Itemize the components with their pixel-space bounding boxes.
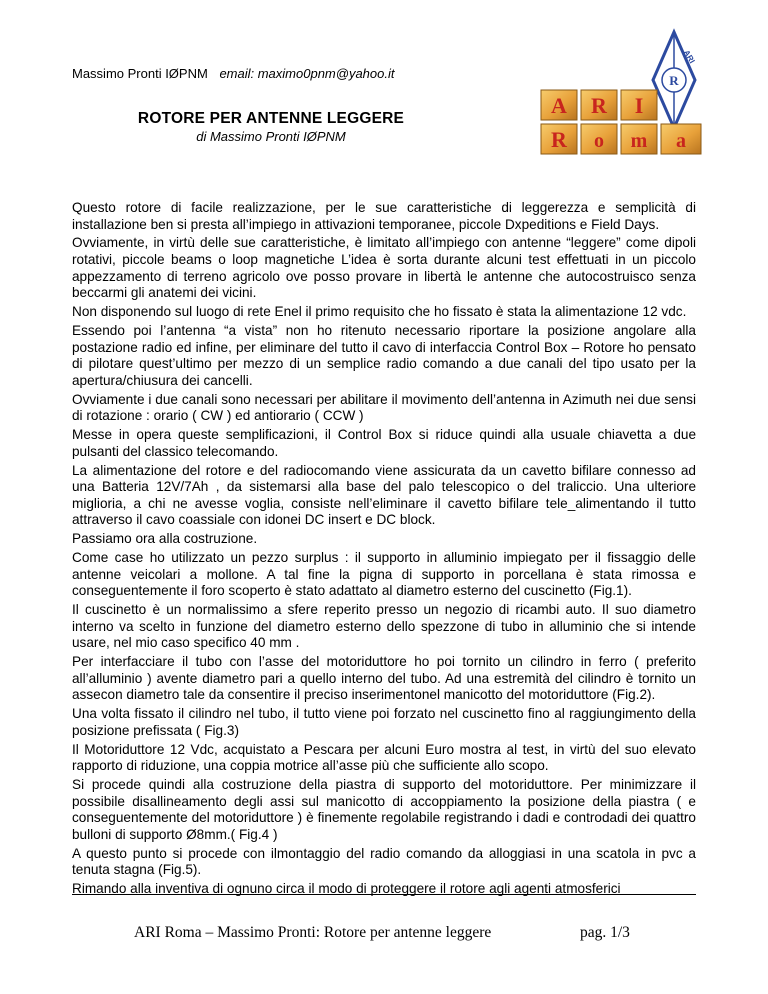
paragraph: Rimando alla inventiva di ognuno circa il modo di proteggere il rotore agli agenti atmosferici — [72, 881, 621, 897]
document-subtitle: di Massimo Pronti IØPNM — [196, 129, 346, 144]
logo-tile-i: I — [634, 93, 644, 118]
paragraph: Una volta fissato il cilindro nel tubo, il tutto viene poi forzato nel cuscinetto fino al raggiungimento della posizione prefissata ( Fig.3) — [72, 706, 696, 738]
author-name: Massimo Pronti IØPNM — [72, 66, 208, 81]
paragraph: Il cuscinetto è un normalissimo a sfere reperito presso un negozio di ricambi auto. Il suo diametro interno va scelto in funzione del diametro esterno dello spezzone di tubo in alluminio che si intende usare, nel mio caso specifico 40 mm . — [72, 602, 696, 651]
paragraph: Essendo poi l’antenna “a vista” non ho ritenuto necessario riportare la posizione angolare alla postazione radio ed infine, per eliminare del tutto il cavo di interfaccia Control Box – Rotore ho pensato di pilotare quest’ultimo per mezzo di un semplice radio comando a due canali del tipo usato per la apertura/chiusura dei cancelli. — [72, 323, 696, 388]
paragraph: Si procede quindi alla costruzione della piastra di supporto del motoriduttore. Per minimizzare il possibile disallineamento degli assi sul manicotto di accoppiamento la posizione della piastra ( e conseguentemente del motoriduttore ) è finemente regolabile registrando i dadi e controdadi dei quattro bulloni di supporto Ø8mm.( Fig.4 ) — [72, 777, 696, 842]
paragraph: Non disponendo sul luogo di rete Enel il primo requisito che ho fissato è stata la alimentazione 12 vdc. — [72, 304, 687, 320]
paragraph: A questo punto si procede con ilmontaggio del radio comando da alloggiasi in una scatola in pvc a tenuta stagna (Fig.5). — [72, 845, 696, 878]
logo-top-row — [541, 90, 657, 120]
author-email: email: maximo0pnm@yahoo.it — [219, 66, 395, 81]
paragraph: Messe in opera queste semplificazioni, il Control Box si riduce quindi alla usuale chiavetta a due pulsanti del classico telecomando. — [72, 427, 696, 459]
ari-roma-logo — [537, 28, 707, 158]
logo-tile-o: o — [594, 130, 604, 152]
logo-tile-r: R — [591, 93, 607, 118]
logo-tile-r2: R — [551, 127, 567, 152]
emblem-letters: ARI — [681, 48, 697, 65]
paragraph: Il Motoriduttore 12 Vdc, acquistato a Pescara per alcuni Euro mostra al test, in virtù del suo elevato rapporto di riduzione, una coppia motrice all’asse più che sufficiente allo scopo. — [72, 741, 696, 774]
paragraph: Ovviamente i due canali sono necessari per abilitare il movimento dell’antenna in Azimuth nei due sensi di rotazione : orario ( CW ) ed antiorario ( CCW ) — [72, 391, 696, 424]
paragraph: Ovviamente, in virtù delle sue caratteristiche, è limitato all’impiego con antenne “leggere” come dipoli rotativi, piccole beams o loop magnetiche L’idea è sorta durante alcuni test effettuati in un piccolo appezzamento di terreno agricolo ove posso provare in libertà le antenne che autocostruisco senza beccarmi gli anatemi dei vicini. — [72, 235, 696, 301]
logo-bottom-row — [541, 124, 701, 154]
emblem-letter-r: R — [669, 73, 679, 88]
paragraph: Per interfacciare il tubo con l’asse del motoriduttore ho poi tornito un cilindro in ferro ( preferito all’alluminio ) avente diametro pari a quello interno del tubo. Ad una estremità del cilindro è tornito un assecon diametro tale da consentire il preciso inserimentonel manicotto del motoriduttore (Fig.2). — [72, 654, 696, 703]
ari-emblem-icon — [653, 32, 697, 128]
header-line — [72, 66, 394, 81]
logo-tile-m: m — [630, 130, 648, 152]
logo-tile-a: A — [551, 93, 567, 118]
document-title: ROTORE PER ANTENNE LEGGERE — [137, 110, 405, 127]
footer-title: ARI Roma – Massimo Pronti: Rotore per antenne leggere — [134, 924, 492, 941]
logo-tile-a2: a — [676, 130, 686, 152]
footer-rule — [72, 894, 696, 895]
paragraph: La alimentazione del rotore e del radiocomando viene assicurata da un cavetto bifilare connesso ad una Batteria 12V/7Ah , da sistemarsi alla base del palo telescopico o del traliccio. Una ulteriore miglioria, a chi ne avesse voglia, consiste nell’eliminare il cavetto bifilare tele_alimentando il tutto attraverso il cavo coassiale con idonei DC insert e DC block. — [72, 462, 696, 528]
paragraph: Passiamo ora alla costruzione. — [72, 531, 258, 547]
paragraph: Questo rotore di facile realizzazione, per le sue caratteristiche di leggerezza e semplicità di installazione ben si presta all’impiego in attivazioni temporanee, piccole Dxpeditions e Field Days. — [72, 200, 696, 232]
body-text — [72, 200, 696, 900]
page-number: pag. 1/3 — [580, 924, 630, 941]
paragraph: Come case ho utilizzato un pezzo surplus : il supporto in alluminio impiegato per il fissaggio delle antenne veicolari a mollone. A tal fine la pigna di supporto in porcellana è stata rimossa e conseguentemente il foro scoperto è stato adattato al diametro esterno del cuscinetto (Fig.1). — [72, 550, 696, 599]
